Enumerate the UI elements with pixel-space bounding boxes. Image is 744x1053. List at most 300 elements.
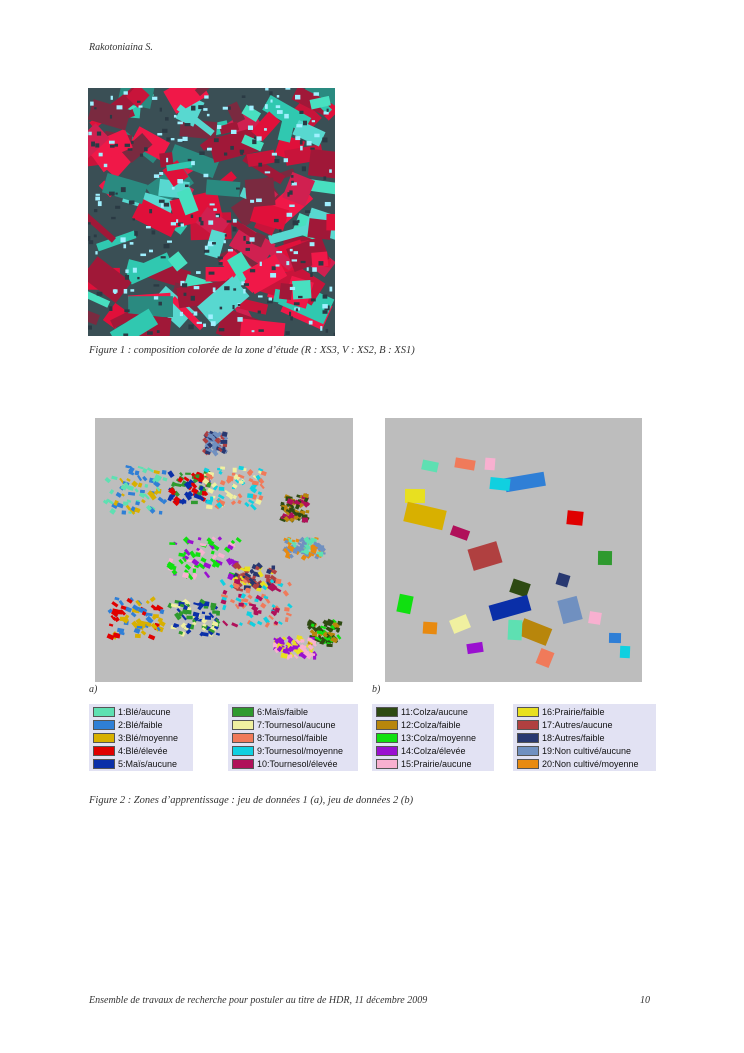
- legend-item: [513, 706, 656, 719]
- composite-speckle: [194, 286, 200, 289]
- legend-label: 2:Blé/faible: [118, 720, 163, 730]
- legend-label: 9:Tournesol/moyenne: [257, 746, 344, 756]
- legend-item: [228, 758, 358, 771]
- zone-speckle: [185, 473, 191, 475]
- composite-speckle: [269, 91, 272, 95]
- zone-polygon: [609, 633, 621, 643]
- zone-speckle: [135, 634, 141, 638]
- legend-swatch: [376, 733, 398, 743]
- composite-speckle: [224, 240, 226, 243]
- composite-speckle: [277, 95, 279, 98]
- zone-polygon: [598, 551, 612, 565]
- composite-speckle: [236, 188, 240, 190]
- composite-speckle: [272, 266, 276, 270]
- zone-speckle: [317, 630, 323, 634]
- false-color-composite-image: [88, 88, 335, 336]
- composite-speckle: [286, 261, 289, 265]
- legend-item: [372, 732, 494, 745]
- composite-speckle: [296, 308, 298, 311]
- zone-speckle: [312, 632, 317, 637]
- zone-speckle: [244, 567, 250, 572]
- composite-speckle: [305, 210, 310, 213]
- zone-speckle: [293, 501, 298, 503]
- legend-item: [513, 745, 656, 758]
- page-footer-text: Ensemble de travaux de recherche pour postuler au titre de HDR, 11 décembre 2009: [89, 995, 428, 1006]
- composite-speckle: [291, 175, 293, 178]
- composite-speckle: [243, 289, 245, 294]
- composite-speckle: [182, 283, 187, 287]
- composite-speckle: [97, 292, 103, 296]
- composite-speckle: [244, 283, 249, 286]
- legend-label: 8:Tournesol/faible: [257, 733, 328, 743]
- composite-speckle: [310, 272, 313, 277]
- composite-speckle: [228, 106, 231, 109]
- zone-speckle: [179, 500, 186, 504]
- composite-speckle: [246, 248, 250, 251]
- legend-label: 10:Tournesol/élevée: [257, 759, 338, 769]
- zone-speckle: [220, 466, 225, 469]
- composite-speckle: [110, 115, 112, 119]
- composite-speckle: [250, 269, 255, 272]
- legend-swatch: [232, 746, 254, 756]
- figure1-caption: Figure 1 : composition colorée de la zone d’étude (R : XS3, V : XS2, B : XS1): [89, 345, 415, 356]
- composite-speckle: [115, 144, 118, 147]
- legend-swatch: [232, 759, 254, 769]
- legend-label: 12:Colza/faible: [401, 720, 461, 730]
- legend-label: 7:Tournesol/aucune: [257, 720, 336, 730]
- legend-swatch: [376, 720, 398, 730]
- composite-speckle: [300, 146, 303, 151]
- composite-speckle: [159, 200, 165, 203]
- composite-speckle: [154, 174, 159, 178]
- composite-speckle: [242, 95, 246, 98]
- composite-speckle: [322, 310, 327, 314]
- composite-speckle: [191, 296, 195, 301]
- composite-speckle: [276, 264, 280, 266]
- composite-speckle: [243, 236, 245, 241]
- composite-speckle: [157, 133, 162, 135]
- zone-speckle: [159, 511, 163, 515]
- legend-item: [89, 732, 193, 745]
- composite-speckle: [133, 268, 137, 273]
- composite-speckle: [94, 107, 96, 109]
- composite-speckle: [250, 237, 255, 241]
- zone-speckle: [247, 493, 253, 498]
- composite-speckle: [113, 289, 118, 292]
- composite-speckle: [130, 289, 134, 291]
- zone-polygon: [620, 646, 630, 658]
- composite-speckle: [287, 213, 293, 217]
- composite-speckle: [171, 222, 176, 225]
- composite-speckle: [115, 193, 117, 195]
- composite-speckle: [110, 145, 115, 148]
- zone-speckle: [258, 610, 262, 614]
- legend-label: 14:Colza/élevée: [401, 746, 466, 756]
- composite-speckle: [276, 105, 280, 108]
- composite-speckle: [109, 192, 115, 196]
- composite-speckle: [203, 324, 206, 327]
- composite-speckle: [294, 251, 298, 254]
- composite-speckle: [131, 141, 134, 144]
- composite-speckle: [129, 200, 135, 204]
- composite-speckle: [218, 256, 223, 259]
- composite-speckle: [327, 109, 329, 112]
- composite-patch: [326, 214, 335, 231]
- composite-speckle: [162, 129, 167, 133]
- composite-speckle: [264, 128, 267, 131]
- zone-polygon: [405, 489, 425, 503]
- composite-speckle: [272, 153, 277, 156]
- composite-speckle: [164, 203, 169, 207]
- composite-speckle: [198, 105, 203, 109]
- composite-speckle: [96, 194, 100, 196]
- composite-speckle: [256, 199, 262, 203]
- legend-item: [89, 745, 193, 758]
- composite-speckle: [320, 326, 322, 331]
- composite-speckle: [147, 331, 153, 334]
- legend-label: 11:Colza/aucune: [401, 707, 468, 717]
- zone-polygon: [566, 510, 583, 526]
- composite-speckle: [310, 148, 314, 150]
- legend-swatch: [93, 746, 115, 756]
- zone-speckle: [254, 610, 257, 615]
- composite-speckle: [154, 296, 158, 299]
- composite-speckle: [325, 202, 331, 206]
- composite-speckle: [209, 272, 215, 275]
- composite-speckle: [211, 321, 216, 326]
- composite-speckle: [140, 254, 146, 257]
- legend-column-3: [372, 704, 494, 771]
- composite-speckle: [139, 105, 143, 107]
- composite-speckle: [153, 284, 159, 286]
- composite-speckle: [124, 91, 128, 94]
- composite-speckle: [326, 329, 328, 333]
- zone-speckle: [313, 656, 316, 660]
- composite-speckle: [137, 101, 141, 103]
- composite-speckle: [88, 236, 90, 241]
- legend-label: 5:Maïs/aucune: [118, 759, 178, 769]
- composite-speckle: [199, 217, 202, 221]
- composite-speckle: [184, 293, 187, 296]
- zone-speckle: [223, 444, 228, 448]
- composite-speckle: [309, 321, 313, 325]
- zone-speckle: [195, 552, 200, 557]
- composite-speckle: [295, 136, 300, 140]
- composite-speckle: [191, 215, 194, 218]
- composite-speckle: [140, 153, 143, 156]
- legend-label: 13:Colza/moyenne: [401, 733, 477, 743]
- zone-polygon: [423, 622, 438, 635]
- composite-speckle: [109, 141, 115, 144]
- legend-swatch: [517, 707, 539, 717]
- composite-speckle: [290, 249, 293, 251]
- composite-speckle: [213, 287, 216, 292]
- composite-speckle: [130, 242, 134, 245]
- legend-item: [513, 719, 656, 732]
- composite-speckle: [197, 322, 202, 324]
- composite-speckle: [94, 235, 97, 238]
- legend-label: 6:Maïs/faible: [257, 707, 309, 717]
- composite-speckle: [269, 297, 272, 300]
- composite-speckle: [254, 137, 256, 139]
- composite-speckle: [228, 249, 233, 251]
- legend-item: [89, 719, 193, 732]
- composite-speckle: [188, 159, 192, 161]
- composite-speckle: [152, 97, 157, 100]
- composite-speckle: [277, 110, 283, 114]
- composite-speckle: [160, 108, 162, 112]
- legend-label: 19:Non cultivé/aucune: [542, 746, 632, 756]
- composite-speckle: [191, 161, 195, 165]
- composite-patch: [308, 149, 335, 180]
- composite-speckle: [287, 192, 289, 197]
- composite-speckle: [303, 121, 307, 126]
- zone-speckle: [272, 565, 276, 569]
- zone-polygon: [588, 611, 602, 625]
- zone-speckle: [302, 517, 308, 522]
- composite-speckle: [88, 326, 92, 330]
- legend-swatch: [93, 707, 115, 717]
- zone-polygon: [489, 477, 510, 491]
- composite-speckle: [208, 220, 213, 224]
- composite-speckle: [220, 307, 223, 310]
- legend-item: [513, 758, 656, 771]
- composite-speckle: [284, 158, 288, 162]
- composite-speckle: [185, 123, 191, 126]
- zone-speckle: [204, 606, 209, 609]
- composite-speckle: [292, 183, 295, 186]
- zone-speckle: [211, 606, 215, 610]
- composite-speckle: [207, 114, 210, 116]
- legend-label: 17:Autres/aucune: [542, 720, 613, 730]
- subfigure-label-a: a): [89, 684, 98, 695]
- composite-speckle: [94, 209, 97, 212]
- composite-speckle: [301, 261, 306, 263]
- composite-speckle: [181, 224, 184, 227]
- composite-speckle: [270, 273, 276, 278]
- composite-speckle: [213, 208, 217, 210]
- composite-speckle: [146, 226, 151, 228]
- composite-speckle: [91, 142, 95, 147]
- composite-speckle: [180, 312, 183, 316]
- composite-speckle: [238, 304, 240, 306]
- composite-patch: [206, 179, 241, 197]
- composite-speckle: [334, 333, 335, 336]
- zone-speckle: [140, 490, 145, 493]
- composite-speckle: [90, 102, 94, 106]
- composite-speckle: [125, 275, 129, 280]
- zone-speckle: [238, 603, 243, 607]
- composite-speckle: [258, 311, 261, 314]
- zone-speckle: [205, 616, 211, 620]
- composite-speckle: [323, 295, 328, 299]
- composite-speckle: [223, 107, 228, 110]
- subfigure-label-b: b): [372, 684, 381, 695]
- composite-speckle: [285, 88, 290, 90]
- legend-label: 15:Prairie/aucune: [401, 759, 472, 769]
- composite-speckle: [97, 132, 101, 136]
- composite-speckle: [312, 120, 315, 122]
- composite-speckle: [166, 158, 168, 162]
- composite-speckle: [117, 105, 123, 109]
- composite-speckle: [240, 152, 243, 155]
- composite-speckle: [174, 115, 177, 118]
- figure2-caption: Figure 2 : Zones d’apprentissage : jeu de données 1 (a), jeu de données 2 (b): [89, 795, 414, 806]
- composite-speckle: [89, 240, 93, 244]
- zone-speckle: [293, 549, 298, 554]
- training-zones-map-a: [95, 418, 353, 682]
- zone-speckle: [186, 616, 192, 620]
- composite-speckle: [152, 230, 156, 234]
- composite-speckle: [252, 139, 256, 144]
- composite-speckle: [149, 250, 153, 253]
- composite-speckle: [212, 242, 216, 244]
- composite-speckle: [289, 205, 294, 207]
- legend-item: [372, 719, 494, 732]
- composite-speckle: [115, 206, 120, 209]
- zone-speckle: [288, 654, 293, 658]
- composite-speckle: [164, 244, 170, 248]
- composite-speckle: [298, 296, 302, 298]
- composite-speckle: [312, 267, 317, 272]
- composite-speckle: [248, 126, 253, 130]
- composite-speckle: [225, 234, 227, 236]
- composite-speckle: [217, 125, 221, 129]
- legend-swatch: [376, 746, 398, 756]
- composite-speckle: [265, 171, 270, 173]
- zone-speckle: [202, 491, 206, 496]
- composite-speckle: [260, 262, 262, 266]
- composite-speckle: [289, 190, 292, 194]
- legend-swatch: [93, 759, 115, 769]
- composite-speckle: [214, 138, 219, 142]
- composite-speckle: [95, 251, 97, 254]
- zone-speckle: [193, 569, 196, 573]
- composite-speckle: [196, 271, 201, 274]
- composite-speckle: [177, 122, 182, 125]
- legend-item: [372, 706, 494, 719]
- composite-speckle: [157, 330, 160, 333]
- zone-speckle: [233, 468, 237, 473]
- legend-swatch: [517, 733, 539, 743]
- composite-speckle: [296, 124, 302, 127]
- legend-label: 4:Blé/élevée: [118, 746, 168, 756]
- composite-speckle: [208, 314, 213, 319]
- composite-speckle: [322, 137, 327, 142]
- zone-polygon: [485, 458, 496, 471]
- composite-speckle: [123, 244, 126, 248]
- composite-speckle: [178, 139, 183, 142]
- composite-speckle: [279, 229, 281, 232]
- composite-speckle: [185, 185, 189, 188]
- composite-speckle: [216, 215, 219, 217]
- composite-speckle: [95, 143, 99, 147]
- zone-speckle: [221, 440, 228, 444]
- composite-speckle: [204, 95, 208, 98]
- composite-speckle: [258, 163, 262, 167]
- composite-speckle: [307, 141, 312, 145]
- composite-speckle: [203, 108, 207, 111]
- legend-item: [228, 732, 358, 745]
- zone-speckle: [191, 483, 194, 486]
- legend-item: [228, 706, 358, 719]
- zone-speckle: [284, 607, 290, 612]
- composite-speckle: [290, 316, 293, 320]
- composite-speckle: [310, 242, 315, 246]
- composite-speckle: [294, 302, 300, 305]
- composite-speckle: [191, 106, 195, 111]
- composite-speckle: [329, 169, 332, 172]
- page-header-author: Rakotoniaina S.: [89, 42, 153, 53]
- composite-speckle: [149, 209, 152, 213]
- legend-swatch: [232, 707, 254, 717]
- zone-speckle: [137, 626, 143, 629]
- composite-speckle: [250, 200, 254, 203]
- composite-speckle: [330, 287, 333, 292]
- legend-item: [372, 758, 494, 771]
- composite-speckle: [265, 104, 268, 109]
- zone-speckle: [219, 487, 225, 491]
- composite-speckle: [276, 251, 282, 253]
- composite-speckle: [166, 137, 170, 141]
- composite-speckle: [233, 288, 236, 290]
- zone-speckle: [327, 644, 333, 647]
- composite-speckle: [121, 187, 126, 192]
- composite-speckle: [265, 88, 268, 90]
- composite-speckle: [285, 331, 289, 335]
- composite-speckle: [88, 222, 91, 224]
- composite-speckle: [258, 295, 263, 297]
- composite-speckle: [167, 241, 172, 243]
- zone-speckle: [300, 639, 304, 643]
- composite-patch: [245, 177, 276, 207]
- zone-speckle: [122, 510, 127, 514]
- legend-swatch: [93, 720, 115, 730]
- legend-item: [228, 719, 358, 732]
- zone-speckle: [202, 612, 205, 615]
- composite-speckle: [322, 304, 328, 308]
- composite-speckle: [323, 176, 326, 180]
- composite-speckle: [177, 179, 183, 183]
- composite-speckle: [292, 259, 297, 261]
- composite-speckle: [284, 114, 289, 119]
- legend-column-2: [228, 704, 358, 771]
- composite-speckle: [125, 144, 130, 147]
- composite-speckle: [124, 289, 128, 294]
- composite-speckle: [199, 151, 204, 155]
- composite-speckle: [302, 166, 306, 171]
- zone-speckle: [212, 610, 218, 613]
- composite-speckle: [300, 140, 303, 145]
- legend-item: [513, 732, 656, 745]
- legend-swatch: [232, 733, 254, 743]
- legend-swatch: [93, 733, 115, 743]
- legend-swatch: [517, 759, 539, 769]
- composite-speckle: [123, 334, 128, 336]
- composite-speckle: [182, 137, 187, 141]
- composite-speckle: [231, 130, 237, 134]
- composite-speckle: [290, 287, 295, 290]
- composite-speckle: [224, 152, 227, 155]
- composite-patch: [279, 283, 293, 300]
- composite-speckle: [158, 302, 161, 306]
- zone-speckle: [222, 447, 225, 451]
- legend-item: [89, 706, 193, 719]
- zone-speckle: [162, 470, 167, 475]
- composite-speckle: [111, 96, 113, 100]
- zone-speckle: [275, 578, 281, 584]
- composite-speckle: [188, 324, 193, 329]
